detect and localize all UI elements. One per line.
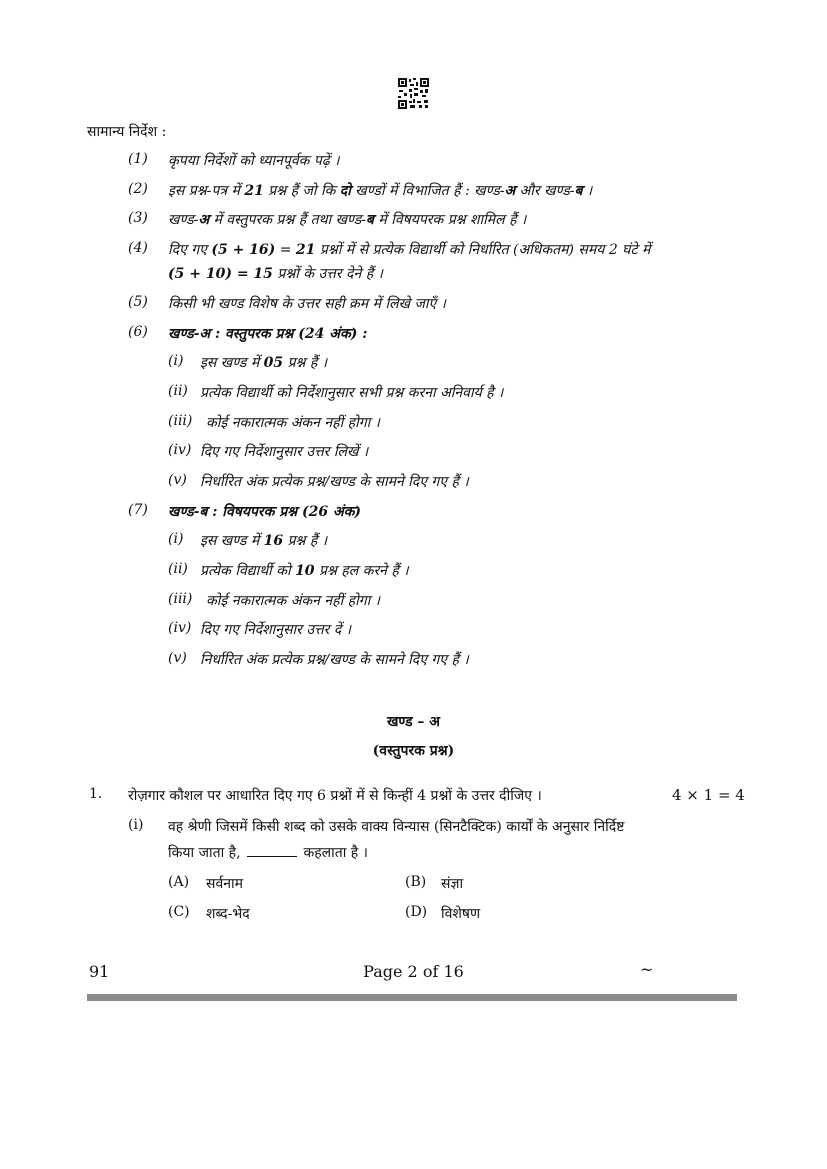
footer-rule: [87, 994, 737, 1001]
option-label-a: (A): [168, 874, 190, 890]
section-a-sub-text: इस खण्ड में 05 प्रश्न हैं ।: [200, 355, 328, 371]
section-a-sub-text: दिए गए निर्देशानुसार उत्तर लिखें ।: [200, 444, 369, 460]
section-a-sub-text: प्रत्येक विद्यार्थी को निर्देशानुसार सभी प्रश्न करना अनिवार्य है ।: [200, 385, 504, 401]
instruction-text-4-line1: दिए गए (5 + 16) = 21 प्रश्नों में से प्रत्येक विद्यार्थी को निर्धारित (अधिकतम) समय 2 घंटे में: [168, 242, 651, 258]
instruction-num-4: (4): [128, 240, 148, 256]
instruction-num-2: (2): [128, 181, 148, 197]
section-heading-title: खण्ड – अ: [386, 714, 441, 730]
section-b-sub-num: (i): [168, 531, 184, 547]
option-label-b: (B): [405, 874, 427, 890]
section-b-sub-text: इस खण्ड में 16 प्रश्न हैं ।: [200, 533, 328, 549]
section-b-title: खण्ड-ब : विषयपरक प्रश्न (26 अंक): [168, 504, 362, 520]
subquestion-number: (i): [128, 817, 144, 833]
subquestion-text-line1: वह श्रेणी जिसमें किसी शब्द को उसके वाक्य विन्यास (सिनटैक्टिक) कार्यों के अनुसार निर्दिष्ट: [168, 819, 625, 835]
instruction-text-5: किसी भी खण्ड विशेष के उत्तर सही क्रम में लिखे जाएँ ।: [168, 296, 446, 312]
instruction-text-3: खण्ड-अ में वस्तुपरक प्रश्न हैं तथा खण्ड-ब में विषयपरक प्रश्न शामिल हैं ।: [168, 212, 527, 228]
qr-code-icon: [397, 77, 430, 110]
answer-blank: [247, 855, 297, 857]
option-text-a: सर्वनाम: [206, 876, 244, 892]
instruction-num-5: (5): [128, 294, 148, 310]
instruction-text-4-line2: (5 + 10) = 15 प्रश्नों के उत्तर देने हैं ।: [168, 266, 383, 282]
section-a-num: (6): [128, 324, 148, 340]
section-a-sub-num: (iv): [168, 442, 192, 458]
instruction-text-2: इस प्रश्न-पत्र में 21 प्रश्न हैं जो कि दो खण्डों में विभाजित हैं : खण्ड-अ और खण्ड-ब ।: [168, 183, 593, 199]
section-a-title: खण्ड-अ : वस्तुपरक प्रश्न (24 अंक) :: [168, 326, 368, 342]
section-a-sub-text: कोई नकारात्मक अंकन नहीं होगा ।: [206, 415, 380, 431]
section-heading-subtitle: (वस्तुपरक प्रश्न): [372, 743, 455, 759]
instruction-num-3: (3): [128, 210, 148, 226]
section-b-sub-num: (ii): [168, 561, 188, 577]
section-b-sub-text: प्रत्येक विद्यार्थी को 10 प्रश्न हल करने हैं ।: [200, 563, 409, 579]
section-b-sub-num: (iv): [168, 620, 192, 636]
section-a-sub-num: (ii): [168, 383, 188, 399]
option-label-c: (C): [168, 904, 190, 920]
option-label-d: (D): [405, 904, 428, 920]
footer-code: 91: [89, 962, 110, 981]
question-text: रोज़गार कौशल पर आधारित दिए गए 6 प्रश्नों में से किन्हीं 4 प्रश्नों के उत्तर दीजिए ।: [128, 788, 542, 804]
question-marks: 4 × 1 = 4: [672, 786, 745, 804]
instruction-num-1: (1): [128, 151, 148, 167]
section-a-sub-num: (v): [168, 472, 187, 488]
footer-mark: ~: [640, 960, 654, 979]
footer-page-number: Page 2 of 16: [363, 962, 464, 981]
section-a-sub-text: निर्धारित अंक प्रत्येक प्रश्न/खण्ड के सामने दिए गए हैं ।: [200, 474, 469, 490]
question-number: 1.: [89, 786, 103, 802]
section-a-sub-num: (i): [168, 353, 184, 369]
option-text-b: संज्ञा: [441, 876, 464, 892]
section-b-sub-text: दिए गए निर्देशानुसार उत्तर दें ।: [200, 622, 352, 638]
section-b-sub-text: कोई नकारात्मक अंकन नहीं होगा ।: [206, 593, 380, 609]
section-a-sub-num: (iii): [168, 413, 193, 429]
section-b-sub-num: (v): [168, 650, 187, 666]
option-text-d: विशेषण: [441, 906, 481, 922]
subquestion-text-line2: किया जाता है, कहलाता है ।: [168, 845, 368, 861]
section-b-sub-num: (iii): [168, 591, 193, 607]
option-text-c: शब्द-भेद: [206, 906, 250, 922]
section-b-sub-text: निर्धारित अंक प्रत्येक प्रश्न/खण्ड के सामने दिए गए हैं ।: [200, 652, 469, 668]
instruction-text-1: कृपया निर्देशों को ध्यानपूर्वक पढ़ें ।: [168, 153, 340, 169]
section-b-num: (7): [128, 502, 148, 518]
instructions-heading: सामान्य निर्देश :: [87, 124, 167, 140]
